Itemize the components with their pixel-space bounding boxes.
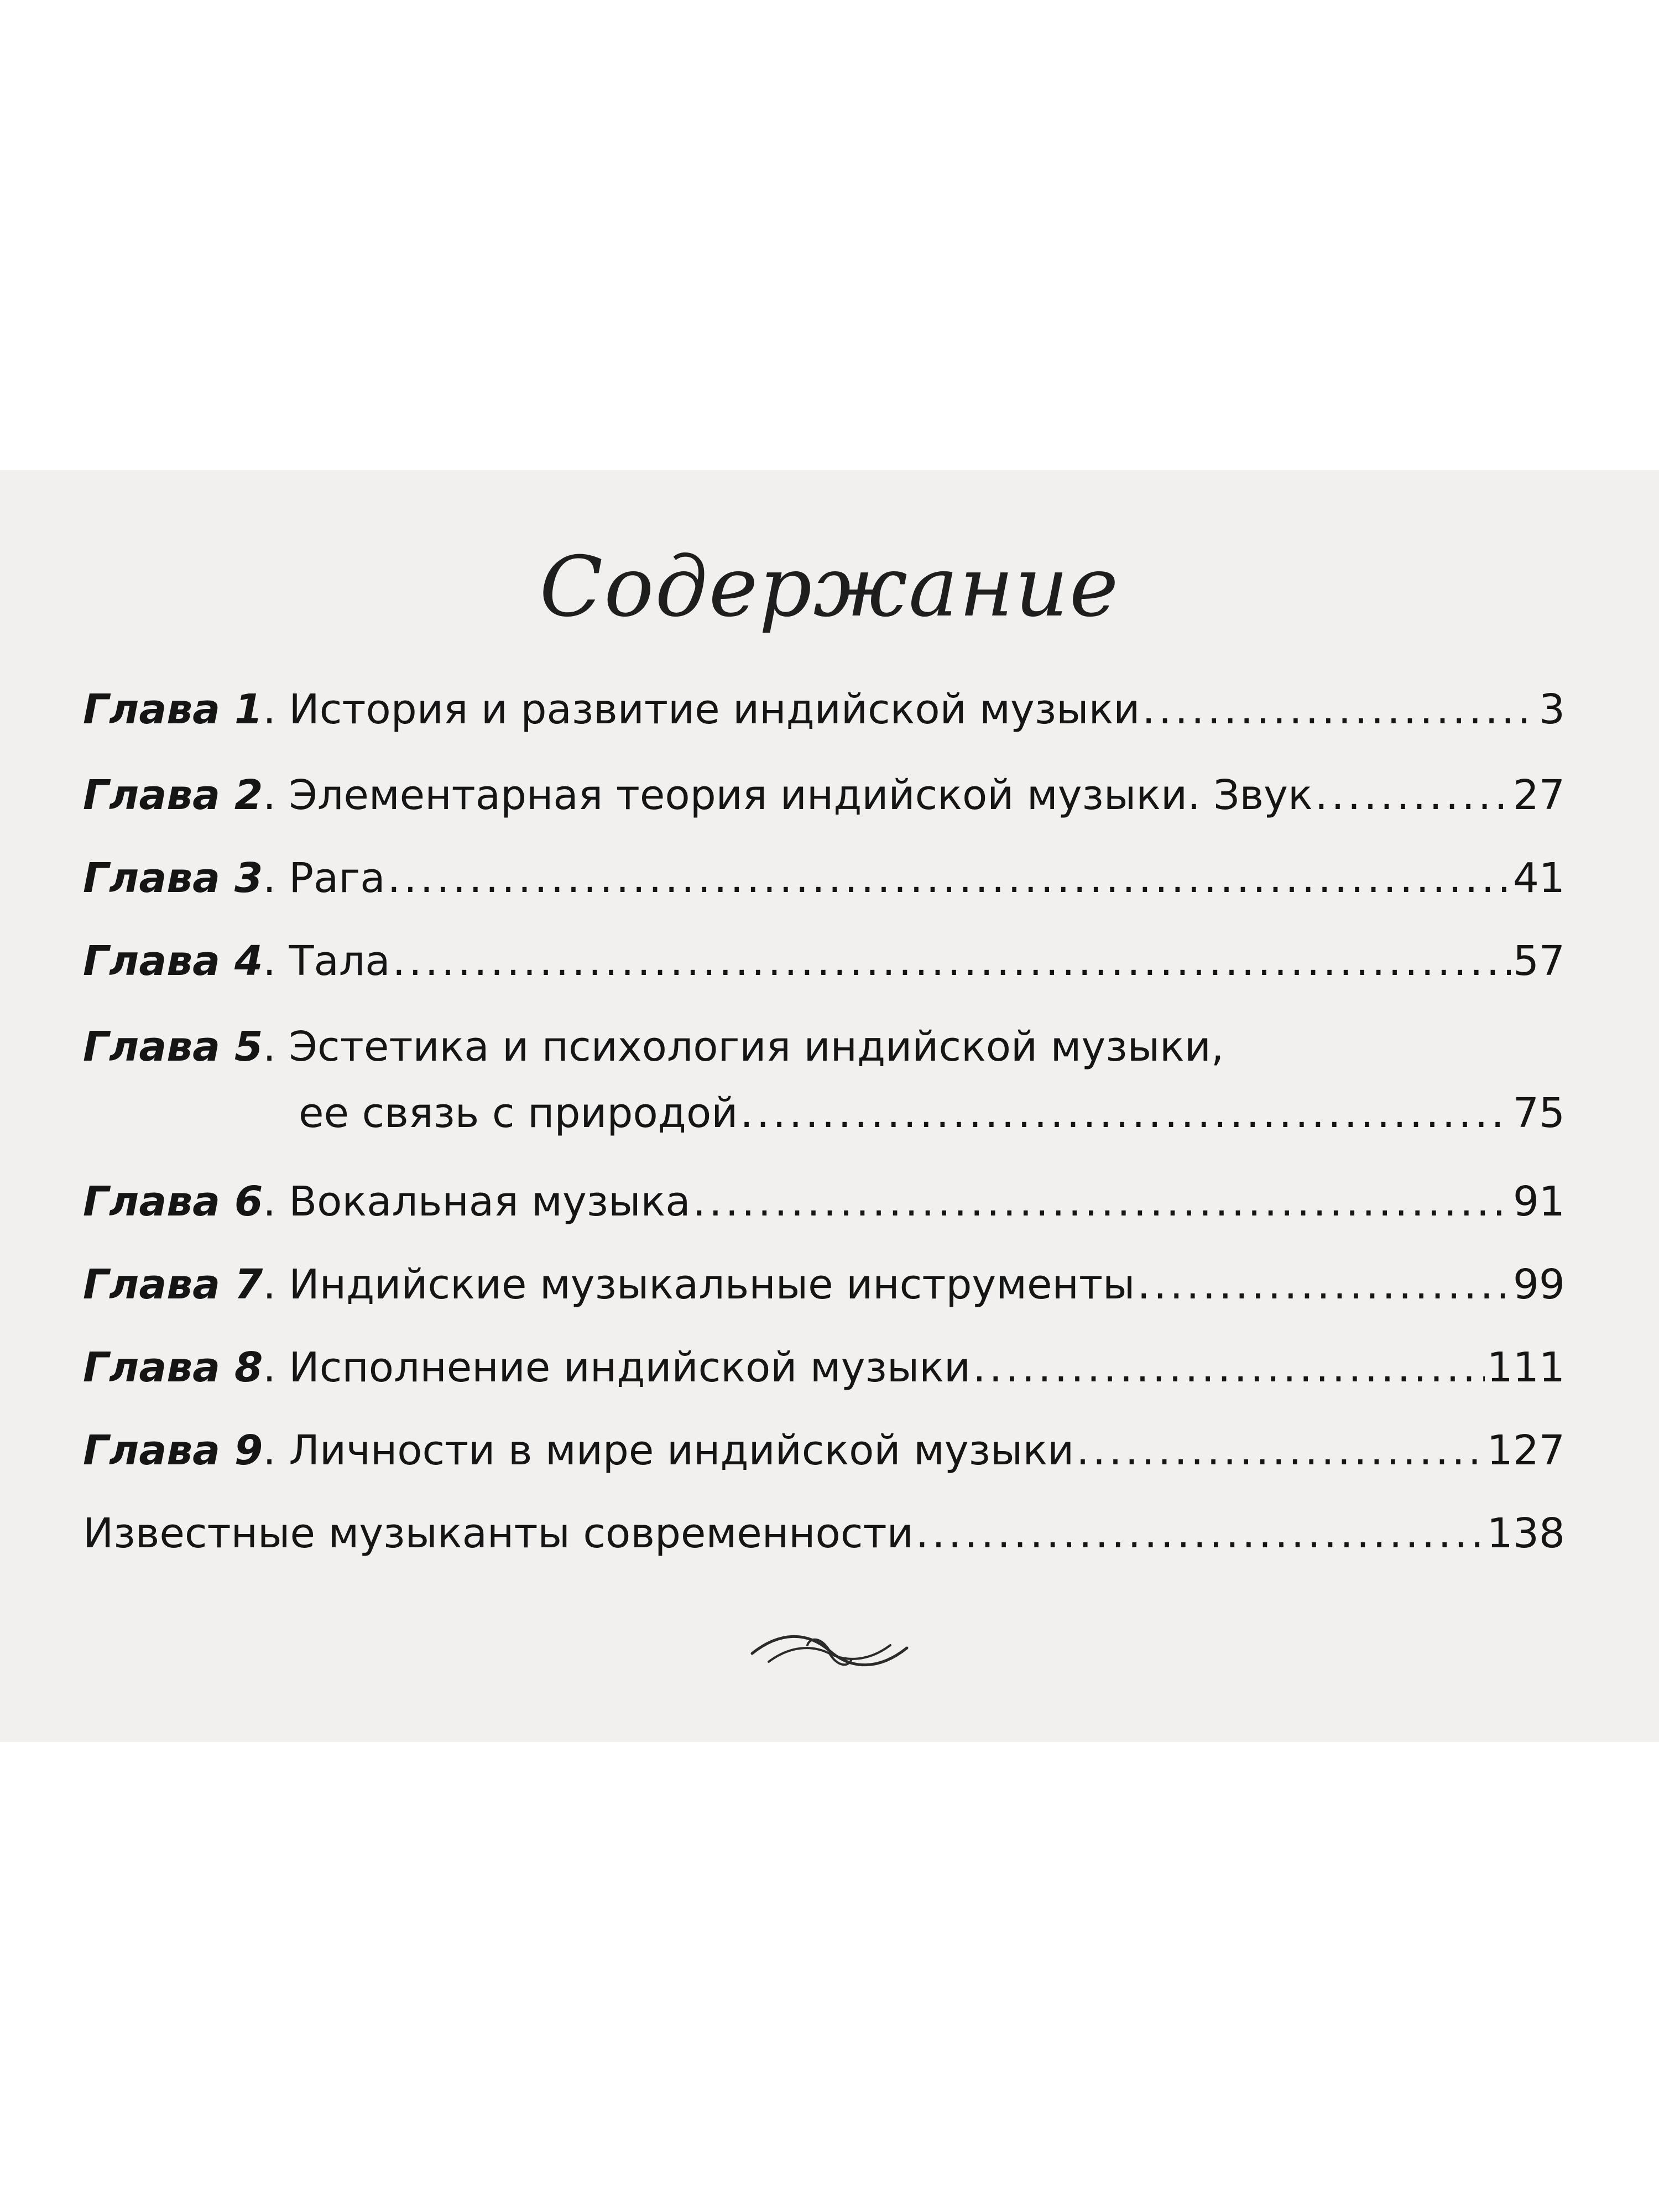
page-number: 127 bbox=[1486, 1427, 1565, 1474]
dot-leader bbox=[388, 854, 1511, 902]
page-number: 27 bbox=[1512, 771, 1565, 819]
bleed-through-line bbox=[77, 1584, 1604, 1615]
page-number: 41 bbox=[1512, 854, 1565, 902]
toc-entry[interactable]: Глава 9 . Личности в мире индийской музыки ..... 127 bbox=[83, 1427, 1565, 1474]
chapter-label: Глава 1 bbox=[83, 686, 263, 733]
chapter-label: Глава 6 bbox=[83, 1178, 263, 1225]
chapter-title: Личности в мире индийской музыки bbox=[289, 1427, 1074, 1474]
toc-entry[interactable]: Глава 7 . Индийские музыкальные инструменты ..... 99 bbox=[83, 1261, 1565, 1308]
chapter-title: Тала bbox=[289, 937, 390, 985]
chapter-title-line2: ее связь с природой bbox=[299, 1089, 738, 1137]
chapter-label: Глава 8 bbox=[83, 1344, 263, 1391]
chapter-title: Эстетика и психология индийской музыки, bbox=[289, 1023, 1224, 1071]
dot-leader bbox=[1076, 1427, 1485, 1474]
dot-leader bbox=[740, 1089, 1511, 1137]
toc-entry-continuation[interactable] bbox=[83, 1089, 1565, 1137]
chapter-label: Глава 7 bbox=[83, 1261, 263, 1308]
page-number: 75 bbox=[1512, 1089, 1565, 1137]
chapter-title: Индийские музыкальные инструменты bbox=[289, 1261, 1135, 1308]
toc-entry[interactable] bbox=[83, 1510, 1565, 1557]
bleed-through-line bbox=[77, 655, 1604, 686]
chapter-label: Глава 4 bbox=[83, 937, 263, 985]
section-title: Известные музыканты современности bbox=[83, 1510, 914, 1557]
chapter-label: Глава 2 bbox=[83, 771, 263, 819]
page-number: 99 bbox=[1512, 1261, 1565, 1308]
chapter-label: Глава 9 bbox=[83, 1427, 263, 1474]
toc-entry[interactable]: Глава 4 . Тала ..... 57 bbox=[83, 937, 1565, 985]
dot-leader bbox=[973, 1344, 1485, 1391]
toc-entry[interactable]: Глава 3 . Рага ..... 41 bbox=[83, 854, 1565, 902]
chapter-label: Глава 5 bbox=[83, 1023, 263, 1071]
toc-entry[interactable]: Глава 1 . История и развитие индийской музыки ..... 3 bbox=[83, 686, 1565, 733]
chapter-label: Глава 3 bbox=[83, 854, 263, 902]
dot-leader bbox=[916, 1510, 1485, 1557]
page-number: 91 bbox=[1512, 1178, 1565, 1225]
dot-leader bbox=[693, 1178, 1511, 1225]
toc-entry[interactable]: Глава 6 . Вокальная музыка ..... 91 bbox=[83, 1178, 1565, 1225]
dot-leader bbox=[1137, 1261, 1510, 1308]
chapter-title: История и развитие индийской музыки bbox=[289, 686, 1140, 733]
page-number: 3 bbox=[1538, 686, 1565, 733]
chapter-title: Рага bbox=[289, 854, 385, 902]
toc-entry[interactable]: Глава 8 . Исполнение индийской музыки ..... 111 bbox=[83, 1344, 1565, 1391]
book-page bbox=[0, 470, 1659, 1742]
chapter-title: Элементарная теория индийской музыки. Звук bbox=[289, 771, 1313, 819]
toc-entry[interactable]: Глава 5 . Эстетика и психология индийской музыки, bbox=[83, 1023, 1224, 1071]
chapter-title: Вокальная музыка bbox=[289, 1178, 691, 1225]
page-number: 138 bbox=[1486, 1510, 1565, 1557]
dot-leader bbox=[1315, 771, 1511, 819]
toc-entry[interactable]: Глава 2 . Элементарная теория индийской музыки. Звук ..... 27 bbox=[83, 771, 1565, 819]
chapter-title: Исполнение индийской музыки bbox=[289, 1344, 971, 1391]
flourish-ornament-icon bbox=[747, 1620, 912, 1681]
page-title: Содержание bbox=[539, 539, 1120, 635]
dot-leader bbox=[1142, 686, 1537, 733]
page-number: 57 bbox=[1512, 937, 1565, 985]
page-number: 111 bbox=[1486, 1344, 1565, 1391]
dot-leader bbox=[393, 937, 1511, 985]
bleed-through-line bbox=[77, 987, 1604, 1018]
